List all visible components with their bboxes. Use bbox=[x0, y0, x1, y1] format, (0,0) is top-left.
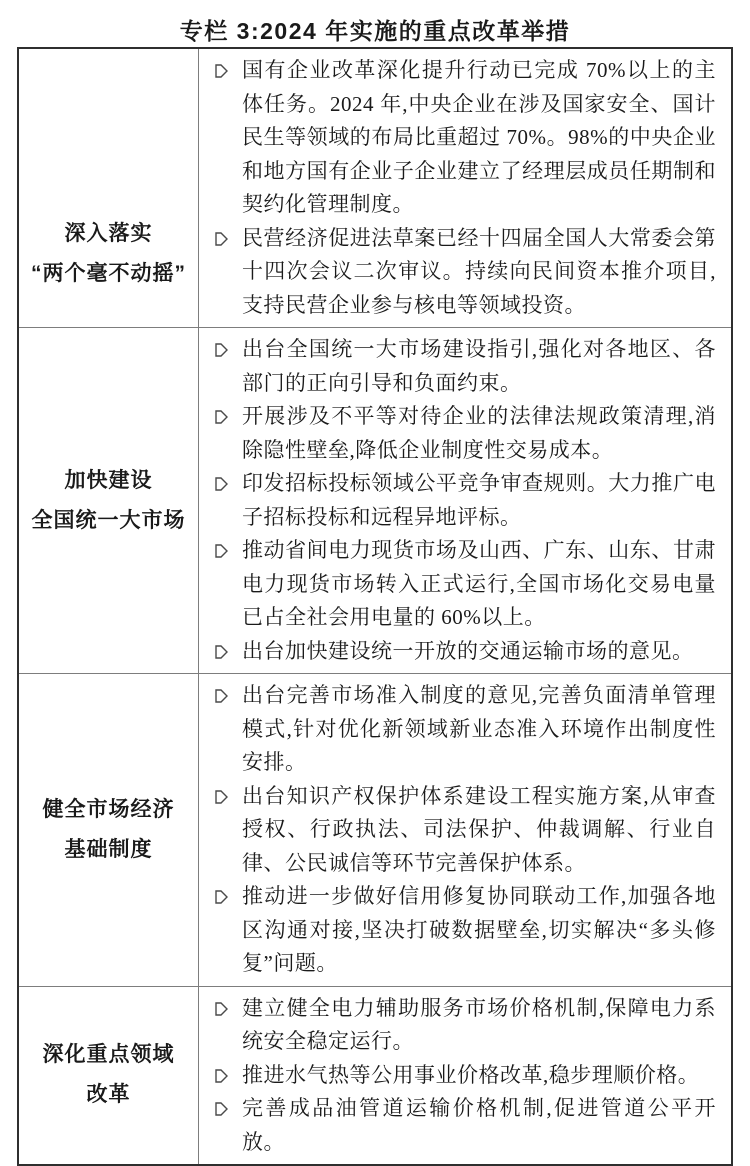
row-header-line: “两个毫不动摇” bbox=[31, 262, 186, 285]
arrow-right-outline-icon bbox=[199, 1059, 242, 1085]
arrow-right-outline-icon bbox=[199, 880, 242, 906]
item-text: 国有企业改革深化提升行动已完成 70%以上的主体任务。2024 年,中央企业在涉及国家安全、国计民生等领域的布局比重超过 70%。98%的中央企业和地方国有企业子企业建立了经理层成员任期制和契约化管理制度。 bbox=[242, 58, 716, 216]
row-header-line: 加快建设 bbox=[64, 468, 153, 492]
arrow-right-outline-icon bbox=[199, 222, 242, 248]
row-content bbox=[199, 987, 731, 1165]
list-item bbox=[199, 635, 716, 669]
list-item bbox=[199, 1092, 716, 1159]
row-header bbox=[19, 674, 199, 986]
table-row bbox=[19, 987, 731, 1165]
row-header-line: 全国统一大市场 bbox=[31, 508, 186, 532]
item-text: 建立健全电力辅助服务市场价格机制,保障电力系统安全稳定运行。 bbox=[242, 995, 716, 1053]
page-title: 专栏 3:2024 年实施的重点改革举措 bbox=[179, 18, 571, 44]
row-header-line: 深化重点领域 bbox=[42, 1043, 175, 1067]
item-text: 推动进一步做好信用修复协同联动工作,加强各地区沟通对接,坚决打破数据壁垒,切实解决“多头修复”问题。 bbox=[242, 884, 716, 975]
arrow-right-outline-icon bbox=[199, 467, 242, 493]
item-text: 出台加快建设统一开放的交通运输市场的意见。 bbox=[242, 638, 694, 663]
arrow-right-outline-icon bbox=[199, 780, 242, 806]
arrow-right-outline-icon bbox=[199, 54, 242, 80]
list-item bbox=[199, 400, 716, 467]
reform-table bbox=[17, 47, 733, 1166]
item-text: 民营经济促进法草案已经十四届全国人大常委会第十四次会议二次审议。持续向民间资本推介项目,支持民营企业参与核电等领域投资。 bbox=[242, 225, 716, 317]
row-header-line: 深入落实 bbox=[64, 222, 153, 245]
row-content bbox=[199, 49, 731, 327]
row-content bbox=[199, 328, 731, 673]
list-item bbox=[199, 467, 716, 534]
item-text: 出台完善市场准入制度的意见,完善负面清单管理模式,针对优化新领域新业态准入环境作出制度性安排。 bbox=[242, 683, 716, 774]
row-header bbox=[19, 49, 199, 327]
row-header-line: 改革 bbox=[86, 1083, 131, 1107]
arrow-right-outline-icon bbox=[199, 333, 242, 359]
item-text: 开展涉及不平等对待企业的法律法规政策清理,消除隐性壁垒,降低企业制度性交易成本。 bbox=[242, 404, 716, 462]
table-row bbox=[19, 49, 731, 328]
item-text: 推动省间电力现货市场及山西、广东、山东、甘肃电力现货市场转入正式运行,全国市场化交易电量已占全社会用电量的 60%以上。 bbox=[242, 538, 716, 629]
list-item bbox=[199, 880, 716, 981]
arrow-right-outline-icon bbox=[199, 400, 242, 426]
row-header bbox=[19, 328, 199, 673]
list-item bbox=[199, 222, 716, 323]
item-text: 印发招标投标领域公平竞争审查规则。大力推广电子招标投标和远程异地评标。 bbox=[242, 471, 716, 529]
arrow-right-outline-icon bbox=[199, 1092, 242, 1118]
item-text: 出台知识产权保护体系建设工程实施方案,从审查授权、行政执法、司法保护、仲裁调解、行业自律、公民诚信等环节完善保护体系。 bbox=[242, 783, 716, 875]
row-content bbox=[199, 674, 731, 986]
table-row bbox=[19, 328, 731, 674]
list-item bbox=[199, 54, 716, 222]
list-item bbox=[199, 992, 716, 1059]
arrow-right-outline-icon bbox=[199, 679, 242, 705]
arrow-right-outline-icon bbox=[199, 534, 242, 560]
row-header-line: 健全市场经济 bbox=[42, 797, 175, 821]
arrow-right-outline-icon bbox=[199, 635, 242, 661]
item-text: 出台全国统一大市场建设指引,强化对各地区、各部门的正向引导和负面约束。 bbox=[242, 337, 716, 395]
table-row bbox=[19, 674, 731, 987]
row-header bbox=[19, 987, 199, 1165]
list-item bbox=[199, 679, 716, 780]
list-item bbox=[199, 534, 716, 635]
list-item bbox=[199, 333, 716, 400]
list-item bbox=[199, 1059, 716, 1093]
arrow-right-outline-icon bbox=[199, 992, 242, 1018]
item-text: 推进水气热等公用事业价格改革,稳步理顺价格。 bbox=[242, 1062, 700, 1087]
item-text: 完善成品油管道运输价格机制,促进管道公平开放。 bbox=[242, 1096, 716, 1154]
list-item bbox=[199, 780, 716, 881]
row-header-line: 基础制度 bbox=[64, 837, 153, 861]
